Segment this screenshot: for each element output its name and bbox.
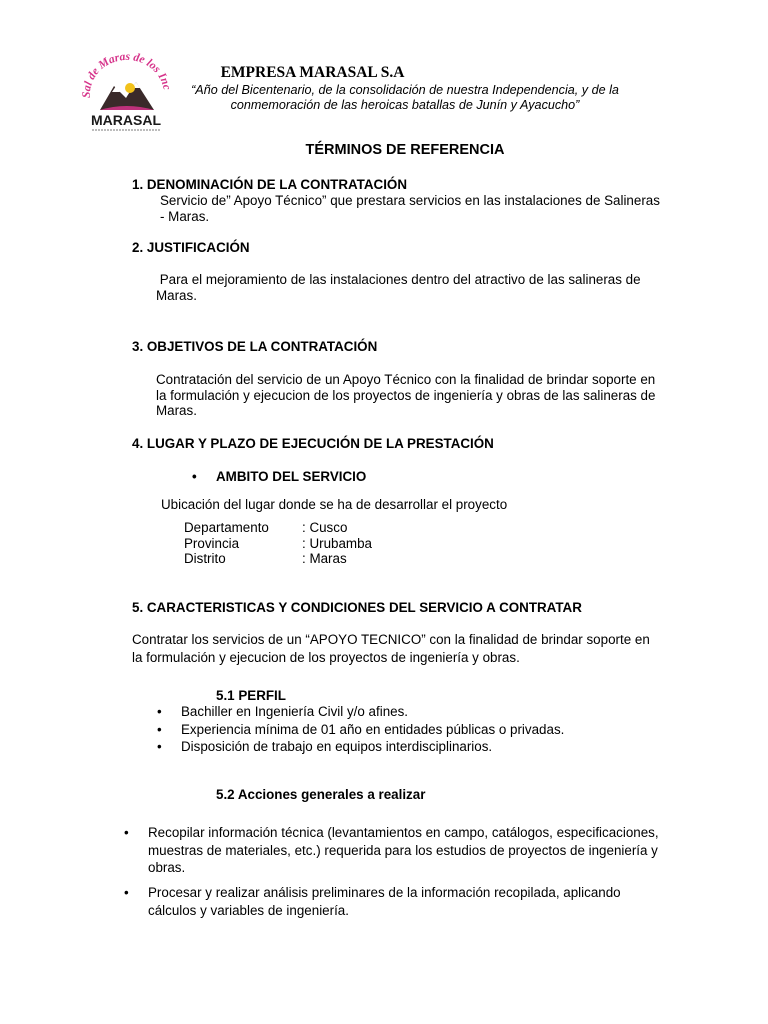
bullet-icon: • <box>157 739 162 754</box>
acciones-item-1 <box>124 824 696 877</box>
section-3-line-1: Contratación del servicio de un Apoyo Técnico con la finalidad de brindar soporte en <box>156 372 656 387</box>
acciones-item-2 <box>124 884 696 919</box>
section-2-line-1: Para el mejoramiento de las instalaciones dentro del atractivo de las salineras de <box>156 272 641 287</box>
ambito-bullet <box>192 469 366 484</box>
section-5-heading: 5. CARACTERISTICAS Y CONDICIONES DEL SERVICIO A CONTRATAR <box>132 600 582 615</box>
location-value: : Cusco <box>302 520 348 535</box>
bullet-icon: • <box>124 885 129 900</box>
section-4-heading: 4. LUGAR Y PLAZO DE EJECUCIÓN DE LA PRESTACIÓN <box>132 436 494 451</box>
location-value: : Urubamba <box>302 535 372 551</box>
section-1-body <box>160 193 700 224</box>
perfil-list <box>157 703 564 756</box>
list-item <box>157 738 564 756</box>
list-item <box>157 721 564 739</box>
acciones-heading: 5.2 Acciones generales a realizar <box>216 787 426 802</box>
perfil-item: Bachiller en Ingeniería Civil y/o afines. <box>181 704 409 719</box>
acciones-line: obras. <box>148 860 186 875</box>
bullet-icon: • <box>124 825 129 840</box>
logo-graphic <box>78 52 174 132</box>
list-item <box>157 703 564 721</box>
section-3-line-3: Maras. <box>156 403 197 418</box>
location-label: Provincia <box>184 535 240 551</box>
location-label: Distrito <box>184 551 226 566</box>
acciones-text <box>148 824 659 877</box>
location-table <box>184 520 372 567</box>
section-2-line-2: Maras. <box>156 287 197 303</box>
document-title: TÉRMINOS DE REFERENCIA <box>305 142 505 158</box>
acciones-line: Recopilar información técnica (levantamientos en campo, catálogos, especificaciones, <box>148 825 659 840</box>
section-5-line-1: Contratar los servicios de un “APOYO TECNICO” con la finalidad de brindar soporte en <box>132 632 650 647</box>
section-5-line-2: la formulación y ejecucion de los proyectos de ingeniería y obras. <box>132 649 520 665</box>
section-3-line-2: la formulación y ejecucion de los proyectos de ingeniería y obras de las salineras de <box>156 387 656 403</box>
list-item <box>124 824 696 877</box>
bullet-icon: • <box>157 704 162 719</box>
logo-arc-text: Sal de Maras de los Inc <box>80 52 173 99</box>
company-name: EMPRESA MARASAL S.A <box>220 64 405 81</box>
location-value: : Maras <box>302 551 347 566</box>
perfil-item: Disposición de trabajo en equipos interdisciplinarios. <box>181 739 493 754</box>
section-2-body <box>156 272 696 303</box>
location-label: Departamento <box>184 520 269 535</box>
location-row <box>184 520 372 536</box>
motto-line-2: conmemoración de las heroicas batallas de Junín y Ayacucho” <box>230 98 580 112</box>
location-row <box>184 551 372 567</box>
motto-line-1: “Año del Bicentenario, de la consolidación de nuestra Independencia, y de la <box>191 83 619 97</box>
bullet-icon: • <box>192 469 197 484</box>
ambito-heading: AMBITO DEL SERVICIO <box>216 469 367 484</box>
company-logo <box>78 52 174 132</box>
acciones-line: Procesar y realizar análisis preliminares de la información recopilada, aplicando <box>148 885 621 900</box>
section-2-heading: 2. JUSTIFICACIÓN <box>132 240 250 255</box>
acciones-line: cálculos y variables de ingeniería. <box>148 902 349 918</box>
logo-wordmark: MARASAL <box>91 112 161 128</box>
location-row <box>184 536 372 552</box>
section-3-heading: 3. OBJETIVOS DE LA CONTRATACIÓN <box>132 339 378 354</box>
perfil-heading: 5.1 PERFIL <box>216 688 286 703</box>
section-5-body <box>132 631 696 666</box>
motto <box>175 83 635 113</box>
bullet-icon: • <box>157 721 162 737</box>
section-3-body <box>156 372 696 419</box>
location-intro: Ubicación del lugar donde se ha de desarrollar el proyecto <box>161 497 508 512</box>
list-item <box>124 884 696 919</box>
section-1-heading: 1. DENOMINACIÓN DE LA CONTRATACIÓN <box>132 177 407 192</box>
acciones-text <box>148 884 621 919</box>
acciones-line: muestras de materiales, etc.) requerida para los estudios de proyectos de ingeniería y <box>148 842 658 858</box>
perfil-item: Experiencia mínima de 01 año en entidades públicas o privadas. <box>181 721 565 737</box>
section-1-line-1: Servicio de” Apoyo Técnico” que prestara servicios en las instalaciones de Salineras <box>160 193 660 208</box>
section-1-line-2: - Maras. <box>160 208 210 224</box>
